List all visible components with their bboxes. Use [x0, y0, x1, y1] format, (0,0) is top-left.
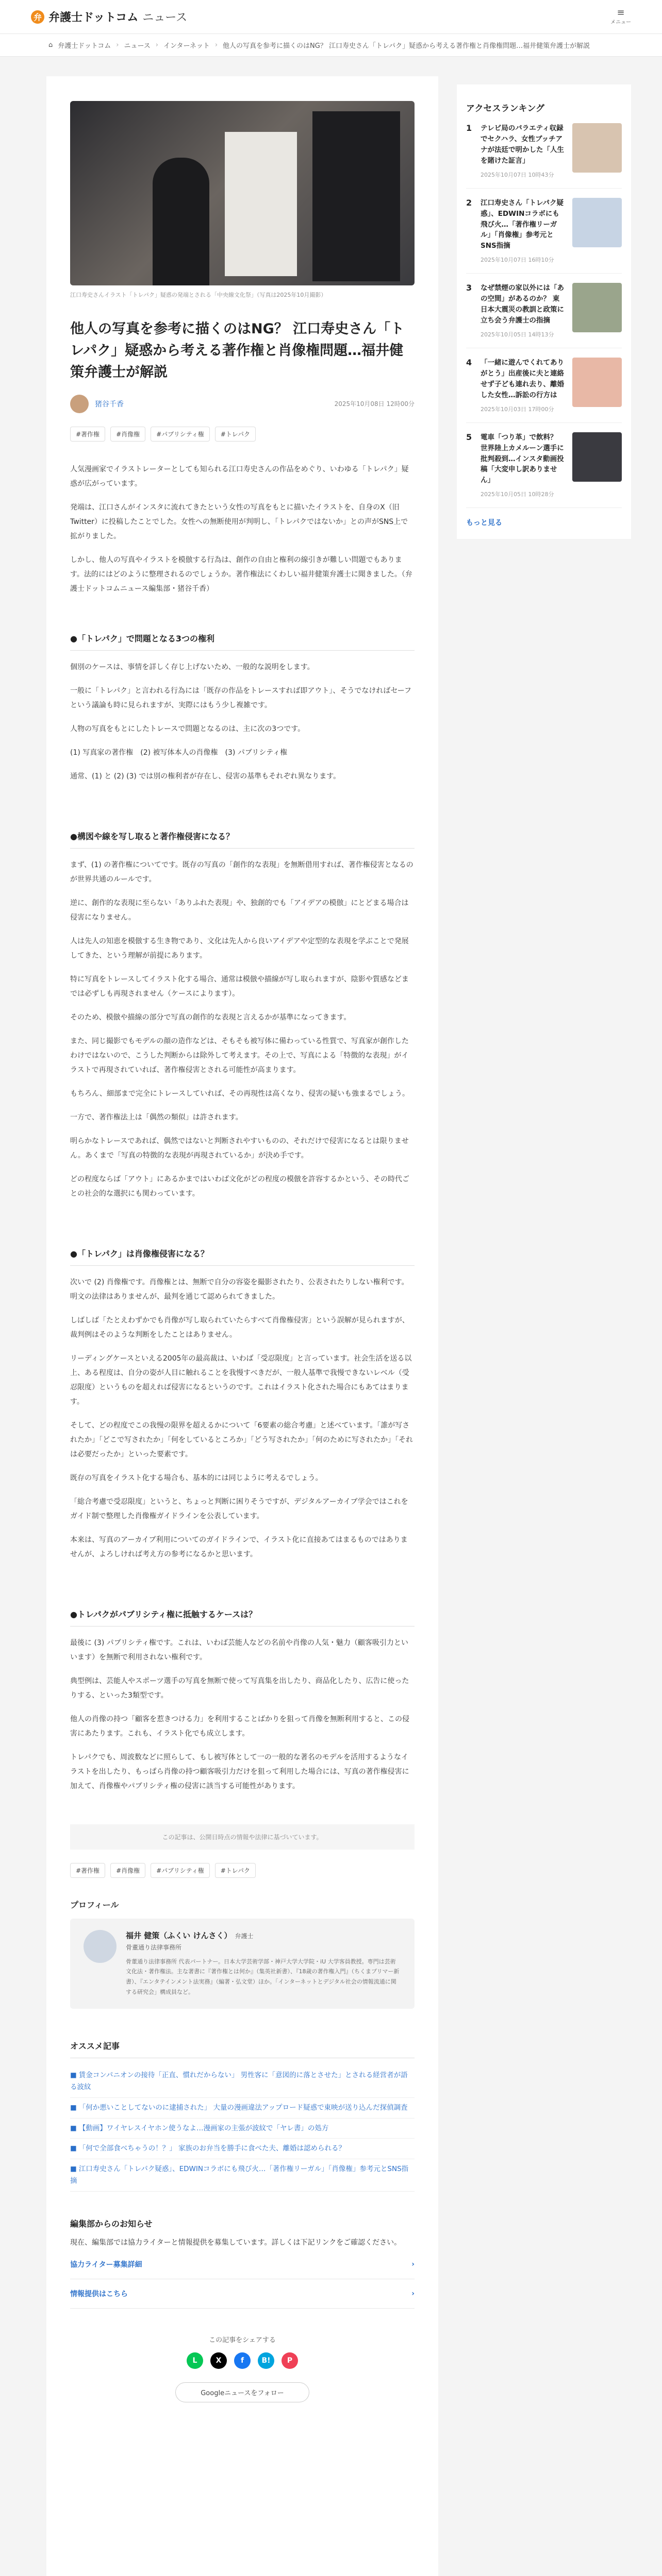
rank-date: 2025年10月07日 16時10分: [481, 257, 554, 264]
ranking-item[interactable]: [466, 274, 622, 348]
chevron-right-icon: ›: [214, 41, 218, 49]
rank-number: 2: [466, 197, 472, 208]
breadcrumb-current: 他人の写真を参考に描くのはNG？ 江口寿史さん「トレパク」疑惑から考える著作権と肖像権問題…福井健策弁護士が解説: [223, 42, 590, 50]
site-header: [0, 0, 662, 34]
body-paragraph: そして、どの程度でこの我慢の限界を超えるかについて「6要素の総合考慮」と述べています。「誰が写されたか」「どこで写されたか」「何をしているところか」「どう写されたか」「何のために写されたか」「それは必要だったか」といった要素です。: [70, 1421, 413, 1459]
recommend-heading: オススメ記事: [70, 2040, 415, 2058]
profile-name-row: [126, 1930, 401, 1941]
breadcrumb: [0, 34, 662, 57]
chevron-right-icon: ›: [116, 41, 119, 49]
section-heading: ●「トレパク」は肖像権侵害になる？: [70, 1247, 415, 1266]
square-bullet-icon: ■: [70, 2071, 77, 2079]
body-paragraph: 一方で、著作権法上は「偶然の類似」は許されます。: [70, 1113, 243, 1122]
site-logo[interactable]: [31, 9, 187, 25]
tag[interactable]: #トレパク: [215, 1863, 256, 1878]
recommend-item[interactable]: [70, 2065, 415, 2098]
square-bullet-icon: ■: [70, 2165, 77, 2174]
section-heading: ●構図や線を写し取ると著作権侵害になる？: [70, 830, 415, 849]
body-paragraph: 次いで (2) 肖像権です。肖像権とは、無断で自分の容姿を撮影されたり、公表されたりしない権利です。明文の法律はありませんが、最判を通じて認められてきました。: [70, 1278, 409, 1301]
logo-sub: ニュース: [142, 11, 188, 24]
line-icon[interactable]: L: [187, 2352, 203, 2369]
profile-role: 弁護士: [235, 1932, 254, 1940]
sidebar: [457, 76, 631, 2576]
rank-title[interactable]: なぜ禁煙の家以外には「あの空間」があるのか？ 東日本大震災の教訓と政策に立ち会う弁護士の指摘: [481, 284, 564, 325]
ranking-item[interactable]: [466, 114, 622, 189]
body-paragraph: 明らかなトレースであれば、偶然ではないと判断されやすいものの、それだけで侵害になるとは限りません。あくまで「写真の特徴的な表現が再現されているか」が決め手です。: [70, 1137, 409, 1160]
recommend-item[interactable]: [70, 2139, 415, 2159]
hero-person-silhouette: [153, 158, 209, 285]
writer-recruit-link[interactable]: [70, 2250, 415, 2279]
rank-date: 2025年10月03日 17時00分: [481, 405, 554, 413]
ranking-more-link[interactable]: もっと見る: [466, 519, 502, 528]
author-row: [70, 395, 415, 413]
hatena-icon[interactable]: B!: [258, 2352, 274, 2369]
tag[interactable]: #トレパク: [215, 427, 256, 442]
body-paragraph: 他人の肖像の持つ「顧客を惹きつける力」を利用することばかりを狙って肖像を無断利用すると、この侵害にあたります。これも、イラスト化でも成立します。: [70, 1715, 409, 1738]
recommend-item[interactable]: [70, 2119, 415, 2139]
editorial-heading: 編集部からのお知らせ: [70, 2219, 153, 2229]
rank-number: 1: [466, 123, 472, 133]
square-bullet-icon: ■: [70, 2144, 77, 2153]
body-paragraph: 個別のケースは、事情を詳しく存じ上げないため、一般的な説明をします。: [70, 663, 315, 671]
section-heading: ●トレパクがパブリシティ権に抵触するケースは？: [70, 1608, 415, 1626]
tip-label: 情報提供はこちら: [70, 2290, 128, 2299]
body-paragraph: 既存の写真をイラスト化する場合も、基本的には同じように考えるでしょう。: [70, 1473, 323, 1482]
rank-title[interactable]: 江口寿史さん「トレパク疑惑」、EDWINコラボにも飛び火…「著作権リーガル」「肖像権」参考元とSNS指摘: [481, 198, 564, 250]
hero-panel: [225, 132, 297, 276]
rank-thumbnail[interactable]: [572, 432, 622, 482]
body-paragraph: そのため、模倣や描線の部分で写真の創作的な表現と言えるかが基準になってきます。: [70, 1013, 351, 1022]
rank-date: 2025年10月05日 14時13分: [481, 331, 554, 338]
publish-date: 2025年10月08日 12時00分: [334, 400, 415, 408]
tag[interactable]: #パブリシティ権: [151, 427, 210, 442]
google-news-follow-button[interactable]: Googleニュースをフォロー: [175, 2382, 309, 2402]
body-paragraph: トレパクでも、周波数などに照らして、もし被写体として一の一般的な著名のモデルを活用するようなイラストを出したり、もっぱら肖像の持つ顧客吸引力だけを狙って利用した場合には、写真の著作権侵害に加えて、肖像権やパブリシティ権の侵害に該当する可能性があります。: [70, 1753, 409, 1790]
recommend-list: [70, 2065, 415, 2192]
tag[interactable]: #パブリシティ権: [151, 1863, 210, 1878]
breadcrumb-internet[interactable]: インターネット: [163, 42, 210, 50]
body-paragraph: 典型例は、芸能人やスポーツ選手の写真を無断で使って写真集を出したり、商品化したり、広告に使ったりする、といった3類型です。: [70, 1676, 409, 1700]
ranking-item[interactable]: [466, 189, 622, 274]
recommend-link[interactable]: 江口寿史さん「トレパク疑惑」、EDWINコラボにも飛び火…「著作権リーガル」「肖像権」参考元とSNS指摘: [70, 2165, 409, 2185]
body-paragraph: 一般に「トレパク」と言われる行為には「既存の作品をトレースすれば即アウト」、そうでなければセーフという議論も時に見られますが、実際にはもう少し複雑です。: [70, 686, 412, 709]
share-icons: [70, 2352, 415, 2369]
tag-list: [70, 427, 415, 442]
body-paragraph: 「総合考慮で受忍限度」というと、ちょっと判断に困りそうですが、デジタルアーカイブ学会ではこれをガイド制で整理した肖像権ガイドラインを公表しています。: [70, 1497, 408, 1520]
ranking-item[interactable]: [466, 348, 622, 423]
square-bullet-icon: ■: [70, 2124, 77, 2132]
x-icon[interactable]: X: [210, 2352, 227, 2369]
lead-paragraph: しかし、他人の写真やイラストを模倣する行為は、創作の自由と権利の線引きが難しい問題でもあります。法的にはどのように整理されるのでしょうか。著作権法にくわしい福井健策弁護士に聞きました。（弁護士ドットコムニュース編集部・猪谷千香）: [70, 555, 412, 593]
breadcrumb-news[interactable]: ニュース: [124, 42, 151, 50]
tag[interactable]: #肖像権: [110, 1863, 145, 1878]
rank-thumbnail[interactable]: [572, 283, 622, 332]
body-paragraph: 逆に、創作的な表現に至らない「ありふれた表現」や、独創的でも「アイデアの模倣」にとどまる場合は侵害になりません。: [70, 899, 409, 922]
body-paragraph: もちろん、細部まで完全にトレースしていれば、その再現性は高くなり、侵害の疑いも強まるでしょう。: [70, 1089, 409, 1098]
body-paragraph: まず、(1) の著作権についてです。既存の写真の「創作的な表現」を無断借用すれば、著作権侵害となるのが世界共通のルールです。: [70, 860, 413, 884]
body-paragraph: 人は先人の知恵を模倣する生き物であり、文化は先人から良いアイデアや定型的な表現を学ぶことで発展してきた、という理解が前提にあります。: [70, 937, 409, 960]
hero-image: [70, 101, 415, 285]
tag[interactable]: #肖像権: [110, 427, 145, 442]
ranking-panel: [457, 84, 631, 539]
ranking-item[interactable]: [466, 423, 622, 509]
body-paragraph: しばしば「たとえわずかでも肖像が写し取られていたらすべて肖像権侵害」という誤解が見られますが、裁判例はそのような判断をしたことはありません。: [70, 1316, 409, 1339]
profile-card: [70, 1919, 415, 2009]
hero-panel-dark: [312, 111, 400, 281]
recommend-item[interactable]: [70, 2159, 415, 2192]
chevron-right-icon: ›: [411, 2290, 415, 2298]
body-paragraph: どの程度ならば「アウト」にあるかまではいわば文化がどの程度の模倣を許容するかという、その時代ごとの社会的な選択にも関わっています。: [70, 1175, 409, 1198]
rank-title[interactable]: 電車「つり革」で飲料？ 世界陸上カメルーン選手に批判殺到…インスタ動画投稿「大変申し訳ありません」: [481, 433, 564, 485]
tag-list-bottom: [70, 1863, 415, 1878]
article-title: 他人の写真を参考に描くのはNG？ 江口寿史さん「トレパク」疑惑から考える著作権と肖像権問題…福井健策弁護士が解説: [70, 321, 405, 380]
breadcrumb-home[interactable]: 弁護士ドットコム: [58, 42, 111, 50]
square-bullet-icon: ■: [70, 2103, 77, 2112]
profile-avatar: [84, 1930, 117, 1963]
recommend-link[interactable]: 賃金コンパニオンの接待「正直、慣れだからない」 男性客に「意図的に落とさせた」とされる経営者が語る波紋: [70, 2071, 408, 2091]
image-caption: 江口寿史さんイラスト「トレパク」疑惑の発端とされる「中央線文化祭」（写真は2025年10月撮影）: [70, 292, 327, 298]
menu-label: メニュー: [610, 20, 631, 25]
home-icon[interactable]: ⌂: [48, 41, 53, 49]
profile-heading: プロフィール: [70, 1900, 119, 1910]
body-paragraph: 最後に (3) パブリシティ権です。これは、いわば芸能人などの名前や肖像の人気・魅力（顧客吸引力といいます）を無断で利用されない権利です。: [70, 1638, 408, 1662]
pocket-icon[interactable]: P: [282, 2352, 298, 2369]
author-avatar: [70, 395, 89, 413]
body-paragraph: また、同じ撮影でもモデルの顔の造作などは、そもそも被写体に備わっている性質で、写真家が創作したわけではないので、こうした判断からは除外して考えます。その上で、写真による「特徴的な表現」がイラストで再現されていれば、著作権侵害とされる可能性が高まります。: [70, 1037, 409, 1074]
ranking-heading: アクセスランキング: [466, 104, 544, 114]
profile-org: 骨董通り法律事務所: [126, 1943, 182, 1951]
menu-button[interactable]: [610, 8, 631, 25]
recommend-item[interactable]: [70, 2098, 415, 2119]
rank-thumbnail[interactable]: [572, 123, 622, 173]
chevron-right-icon: ›: [411, 2260, 415, 2269]
author-name[interactable]: 猪谷千香: [95, 400, 124, 409]
disclaimer-note: この記事は、公開日時点の情報や法律に基づいています。: [70, 1824, 415, 1850]
recommend-link[interactable]: 「何で全部食べちゃうの！？」 家族のお弁当を勝手に食べた夫、離婚は認められる？: [78, 2144, 346, 2153]
logo-name: 弁護士ドットコム: [48, 11, 139, 24]
chevron-right-icon: ›: [155, 41, 158, 49]
rank-date: 2025年10月05日 10時28分: [481, 491, 554, 498]
body-paragraph: 人物の写真をもとにしたトレースで問題となるのは、主に次の3つです。: [70, 724, 305, 733]
tag[interactable]: #著作権: [70, 1863, 105, 1878]
facebook-icon[interactable]: f: [234, 2352, 251, 2369]
body-paragraph: 特に写真をトレースしてイラスト化する場合、通常は模倣や描線が写し取られますが、陰影や質感などまでは必ずしも再現されません（ケースによります）。: [70, 975, 409, 998]
section-heading: ●「トレパク」で問題となる3つの権利: [70, 632, 415, 651]
rank-thumbnail[interactable]: [572, 358, 622, 407]
body-paragraph: 本来は、写真のアーカイブ利用についてのガイドラインで、イラスト化に直接あてはまるものではありませんが、よろしければ考え方の参考になるかと思います。: [70, 1535, 408, 1558]
rank-title[interactable]: テレビ局のバラエティ収録でセクハラ、女性ブッチアナが法廷で明かした「人生を賭けた証言」: [481, 124, 564, 165]
body-paragraph: リーディングケースといえる2005年の最高裁は、いわば「受忍限度」と言っています。社会生活を送る以上、ある程度は、自分の姿が人目に触れることを我慢すべきだが、一般人基準で我慢できないレベル（受忍限度）というものを超えれば侵害になるというのです。これはイラスト化された場合にもあてはまります。: [70, 1354, 412, 1406]
recommend-link[interactable]: 「何か悪いことしてないのに逮捕された」 大量の漫画違法アップロード疑惑で東映が送り込んだ探偵調査: [78, 2103, 408, 2112]
share-title: この記事をシェアする: [209, 2336, 276, 2345]
profile-bio: 骨董通り法律事務所 代表パートナー。日本大学芸術学部・神戸大学大学院・iU 大学客員教授。専門は芸術文化法・著作権法。主な著書に『著作権とは何か』（集英社新書）、『18歳の著作権入門』（ちくまプリマー新書）、『エンタテインメント法実務』（編著・弘文堂）ほか。「インターネットとデジタル社会の情報流通に関する研究会」構成員など。: [126, 1958, 400, 1995]
rank-date: 2025年10月07日 10時43分: [481, 171, 554, 178]
lead-paragraph: 人気漫画家でイラストレーターとしても知られる江口寿史さんの作品をめぐり、いわゆる「トレパク」疑惑が広がっています。: [70, 465, 409, 488]
tip-link[interactable]: [70, 2279, 415, 2309]
writer-recruit-label: 協力ライター募集詳細: [70, 2261, 142, 2269]
logo-mark: 弁: [31, 10, 44, 24]
hamburger-icon: ≡: [617, 7, 625, 18]
profile-name[interactable]: 福井 健策（ふくい けんさく）: [126, 1930, 232, 1940]
rank-thumbnail[interactable]: [572, 198, 622, 247]
rank-number: 4: [466, 357, 472, 367]
lead-paragraph: 発端は、江口さんがインスタに流れてきたという女性の写真をもとに描いたイラストを、自身のX（旧Twitter）に投稿したことでした。女性への無断使用が判明し、「トレパクではないか」との声がSNS上で拡がりました。: [70, 503, 408, 540]
rank-number: 3: [466, 283, 472, 293]
rank-number: 5: [466, 432, 472, 442]
article-lead: [70, 462, 415, 596]
body-paragraph: (1) 写真家の著作権 (2) 被写体本人の肖像権 (3) パブリシティ権: [70, 748, 288, 757]
editorial-text: 現在、編集部では協力ライターと情報提供を募集しています。詳しくは下記リンクをご確認ください。: [70, 2239, 402, 2247]
recommend-link[interactable]: 【動画】ワイヤレスイヤホン使うなよ…漫画家の主張が波紋で「ヤレ書」の処方: [78, 2124, 329, 2132]
tag[interactable]: #著作権: [70, 427, 105, 442]
rank-title[interactable]: 「一緒に遊んでくれてありがとう」出産後に夫と連絡せず子ども連れ去り、離婚した女性…訴訟の行方は: [481, 358, 564, 399]
body-paragraph: 通常、(1) と (2) (3) では別の権利者が存在し、侵害の基準もそれぞれ異なります。: [70, 772, 341, 781]
article-main: [46, 76, 438, 2576]
